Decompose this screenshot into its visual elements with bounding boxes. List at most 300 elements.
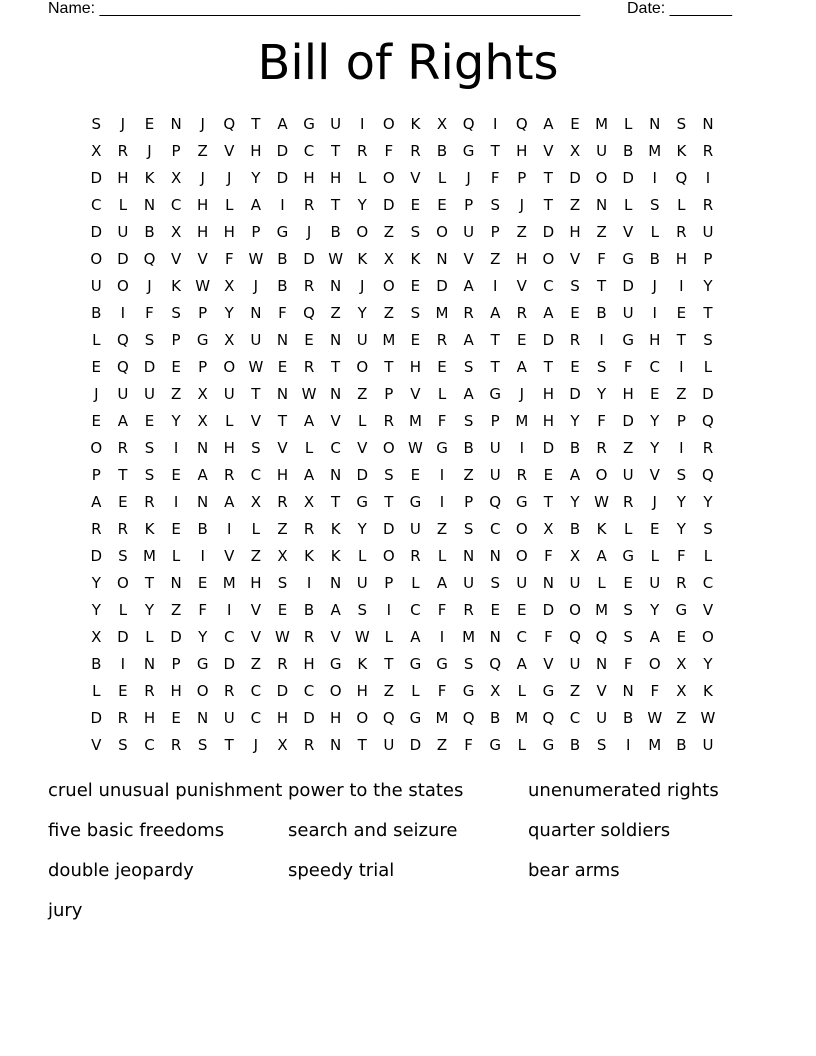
grid-letter: S [144,466,155,484]
grid-letter: U [649,574,661,592]
grid-letter: P [171,142,181,160]
grid-letter: A [224,493,235,511]
grid-letter: Q [595,628,608,646]
grid-letter: G [329,655,342,673]
grid-letter: T [676,331,686,349]
grid-letter: D [90,709,103,727]
grid-letter: F [677,547,686,565]
grid-letter: P [171,331,181,349]
grid-letter: I [679,439,684,457]
grid-letter: T [490,142,500,160]
grid-letter: N [649,115,661,133]
grid-letter: G [542,682,555,700]
grid-letter: X [676,682,687,700]
grid-letter: V [224,142,235,160]
grid-letter: A [277,115,288,133]
grid-letter: A [463,277,474,295]
grid-letter: G [489,385,502,403]
grid-letter: H [356,682,368,700]
grid-letter: B [144,223,155,241]
grid-letter: C [649,358,660,376]
grid-letter: E [517,601,527,619]
grid-letter: U [356,574,368,592]
grid-letter: U [143,385,155,403]
grid-letter: Z [170,601,182,619]
grid-letter: B [463,439,474,457]
grid-letter: C [250,466,262,484]
grid-letter: V [197,250,208,268]
grid-letter: L [437,547,447,565]
grid-letter: Z [250,655,261,673]
grid-letter: V [250,601,261,619]
grid-letter: U [250,331,262,349]
grid-letter: H [675,250,687,268]
grid-letter: D [276,682,289,700]
grid-letter: A [330,601,341,619]
grid-letter: R [303,358,315,376]
grid-letter: D [356,466,369,484]
grid-letter: S [650,196,660,214]
grid-letter: M [595,115,609,133]
grid-letter: L [118,601,128,619]
grid-letter: H [569,223,581,241]
grid-letter: G [622,547,634,565]
grid-letter: T [490,331,500,349]
grid-letter: L [411,682,420,700]
grid-letter: V [330,628,341,646]
grid-letter: I [227,601,232,619]
grid-letter: U [117,223,129,241]
grid-letter: H [516,250,528,268]
grid-letter: T [384,655,394,673]
grid-letter: L [171,547,181,565]
grid-letter: J [94,385,99,403]
grid-letter: X [250,493,261,511]
grid-letter: J [200,115,205,133]
grid-letter: Z [197,142,208,160]
grid-letter: Z [330,304,341,322]
grid-letter: S [463,520,474,538]
grid-letter: I [492,115,498,133]
grid-letter: D [622,169,634,187]
grid-letter: P [464,493,474,511]
grid-letter: X [543,520,554,538]
grid-letter: O [569,601,581,619]
grid-letter: K [410,250,421,268]
grid-letter: E [91,358,102,376]
grid-letter: P [384,574,394,592]
grid-letter: U [622,304,634,322]
grid-letter: R [676,223,687,241]
grid-letter: E [570,358,580,376]
grid-letter: N [197,709,209,727]
grid-letter: A [436,574,448,592]
grid-letter: N [622,682,634,700]
grid-letter: R [91,520,102,538]
grid-letter: T [118,466,128,484]
grid-letter: N [276,331,289,349]
word-bank-item: speedy trial [288,860,395,881]
grid-letter: Q [223,115,236,133]
grid-letter: U [409,520,421,538]
grid-letter: D [542,331,555,349]
grid-letter: U [383,736,395,754]
grid-letter: Y [357,520,367,538]
grid-letter: C [91,196,102,214]
grid-letter: Y [357,304,367,322]
grid-letter: K [171,277,181,295]
grid-letter: F [623,358,633,376]
grid-letter: I [519,439,525,457]
grid-letter: S [623,628,633,646]
grid-letter: R [676,574,687,592]
grid-letter: N [489,547,501,565]
grid-letter: E [410,331,421,349]
grid-letter: Q [542,709,555,727]
grid-letter: N [250,304,262,322]
grid-letter: G [356,493,369,511]
grid-letter: G [196,331,209,349]
grid-letter: C [170,196,182,214]
grid-letter: D [276,169,289,187]
grid-letter: F [278,304,287,322]
grid-letter: A [463,385,474,403]
grid-letter: N [197,493,209,511]
grid-letter: L [677,196,686,214]
grid-letter: X [569,547,581,565]
grid-letter: F [384,142,394,160]
grid-letter: T [543,358,553,376]
grid-letter: V [702,601,714,619]
grid-letter: Q [303,304,315,322]
grid-letter: D [622,412,634,430]
grid-letter: H [197,223,209,241]
grid-letter: S [570,277,580,295]
grid-letter: G [436,655,448,673]
grid-letter: X [170,223,182,241]
grid-letter: J [253,277,259,295]
grid-letter: O [595,169,608,187]
word-bank-item: quarter soldiers [528,820,671,841]
grid-letter: Z [436,520,448,538]
grid-letter: N [330,574,342,592]
header-row [48,0,748,20]
grid-letter: J [652,277,657,295]
grid-letter: U [463,574,475,592]
grid-letter: Y [198,628,208,646]
grid-letter: J [652,493,657,511]
grid-letter: V [569,250,581,268]
grid-letter: B [490,709,501,727]
grid-letter: I [280,196,285,214]
grid-letter: W [248,250,264,268]
grid-letter: E [118,493,128,511]
grid-letter: L [597,574,606,592]
grid-letter: B [303,601,315,619]
grid-letter: D [436,277,448,295]
grid-letter: L [437,169,447,187]
grid-letter: Y [703,493,713,511]
grid-letter: S [490,196,500,214]
grid-letter: P [517,169,527,187]
grid-letter: C [303,142,315,160]
grid-letter: J [200,169,205,187]
grid-letter: V [250,412,261,430]
grid-letter: A [117,412,129,430]
grid-letter: Z [569,682,581,700]
grid-letter: F [437,601,447,619]
grid-letter: F [198,601,207,619]
grid-letter: E [171,466,181,484]
grid-letter: Q [515,115,528,133]
grid-letter: U [569,574,581,592]
grid-letter: G [303,115,315,133]
grid-letter: V [250,628,261,646]
grid-letter: H [542,385,555,403]
grid-letter: A [543,304,554,322]
grid-letter: E [171,520,181,538]
grid-letter: H [303,169,315,187]
grid-letter: O [329,682,342,700]
grid-letter: A [303,466,315,484]
grid-letter: S [118,547,128,565]
grid-letter: R [303,736,315,754]
grid-letter: Z [170,385,182,403]
grid-letter: W [594,493,609,511]
grid-letter: R [117,142,129,160]
grid-letter: U [622,466,634,484]
grid-letter: K [330,520,341,538]
grid-letter: V [330,412,341,430]
grid-letter: R [357,142,368,160]
grid-letter: S [463,358,474,376]
grid-letter: C [250,682,262,700]
grid-letter: V [543,142,554,160]
grid-letter: E [650,385,660,403]
grid-letter: W [301,385,317,403]
grid-letter: T [331,493,341,511]
grid-letter: T [384,358,394,376]
grid-letter: G [462,682,475,700]
grid-letter: C [489,520,501,538]
grid-letter: S [171,304,181,322]
grid-letter: Y [676,493,686,511]
grid-letter: O [595,466,608,484]
grid-letter: Y [570,493,580,511]
grid-letter: Y [650,601,660,619]
grid-letter: J [147,142,152,160]
grid-letter: R [144,682,155,700]
grid-letter: L [703,358,713,376]
grid-letter: A [596,547,607,565]
grid-letter: Z [383,304,394,322]
grid-letter: Q [489,655,502,673]
grid-letter: A [490,304,501,322]
grid-letter: E [490,601,500,619]
grid-letter: N [276,385,289,403]
grid-letter: N [489,628,501,646]
grid-letter: B [569,736,581,754]
grid-letter: X [91,142,102,160]
grid-letter: Y [703,277,713,295]
grid-letter: N [595,196,608,214]
grid-letter: U [489,439,501,457]
grid-letter: D [569,169,581,187]
grid-letter: C [702,574,714,592]
grid-letter: L [623,115,633,133]
grid-letter: A [197,466,208,484]
grid-letter: J [253,736,259,754]
grid-letter: H [516,142,528,160]
grid-letter: C [410,601,421,619]
grid-letter: E [410,277,421,295]
grid-letter: X [91,628,102,646]
grid-letter: O [90,439,103,457]
word-bank-item: five basic freedoms [48,820,225,841]
grid-letter: W [354,628,370,646]
word-bank-item: search and seizure [288,820,458,841]
grid-letter: M [222,574,236,592]
grid-letter: T [277,412,288,430]
grid-letter: H [409,358,422,376]
grid-letter: F [544,547,553,565]
grid-letter: L [304,439,314,457]
grid-letter: L [92,331,101,349]
grid-letter: X [383,250,394,268]
grid-letter: B [277,250,288,268]
grid-letter: Z [277,520,288,538]
grid-letter: E [118,682,128,700]
grid-letter: L [358,169,367,187]
grid-letter: L [517,682,526,700]
grid-letter: G [462,142,475,160]
grid-letter: L [623,196,633,214]
grid-letter: X [490,682,501,700]
grid-letter: U [702,223,714,241]
grid-letter: G [409,655,422,673]
grid-letter: I [173,439,179,457]
grid-letter: R [303,520,315,538]
grid-letter: A [516,358,527,376]
grid-letter: Y [171,412,181,430]
grid-letter: Q [675,169,688,187]
grid-letter: N [170,574,182,592]
word-bank-item: power to the states [288,780,464,801]
grid-letter: R [224,682,235,700]
grid-letter: H [197,196,209,214]
grid-letter: E [676,304,687,322]
grid-letter: L [623,520,633,538]
grid-letter: D [276,142,289,160]
grid-letter: S [463,412,474,430]
grid-letter: G [542,736,555,754]
grid-letter: Y [650,439,660,457]
grid-letter: J [147,277,152,295]
grid-letter: J [306,223,312,241]
grid-letter: E [676,628,687,646]
grid-letter: T [251,385,261,403]
grid-letter: I [386,601,392,619]
word-bank-item: jury [48,900,83,921]
grid-letter: F [623,655,633,673]
grid-letter: A [569,466,581,484]
grid-letter: V [410,385,421,403]
grid-letter: R [277,493,288,511]
grid-letter: P [384,385,394,403]
grid-letter: R [516,304,528,322]
grid-letter: V [277,439,288,457]
grid-letter: S [118,736,128,754]
grid-letter: S [410,304,421,322]
grid-letter: J [519,196,525,214]
grid-letter: O [116,574,129,592]
grid-letter: L [251,520,261,538]
grid-letter: C [250,709,262,727]
grid-letter: F [145,304,154,322]
grid-letter: T [357,736,367,754]
grid-letter: X [277,736,288,754]
grid-letter: R [410,547,421,565]
grid-letter: C [224,628,235,646]
grid-letter: T [543,493,553,511]
grid-letter: B [91,304,102,322]
grid-letter: Z [490,250,501,268]
grid-letter: B [91,655,102,673]
grid-letter: E [650,520,660,538]
grid-letter: D [702,385,714,403]
grid-letter: B [623,709,634,727]
grid-letter: L [650,223,659,241]
grid-letter: D [409,736,422,754]
grid-letter: U [702,736,714,754]
grid-letter: N [702,115,714,133]
grid-letter: O [515,547,528,565]
grid-letter: J [466,169,471,187]
grid-letter: G [489,736,502,754]
grid-letter: I [492,277,498,295]
grid-letter: S [357,601,367,619]
grid-letter: G [675,601,688,619]
grid-letter: S [410,223,421,241]
grid-letter: D [223,655,236,673]
grid-letter: H [223,223,235,241]
grid-letter: N [330,277,342,295]
grid-letter: D [90,547,103,565]
grid-letter: T [384,493,394,511]
grid-letter: O [196,682,209,700]
grid-letter: U [463,223,475,241]
grid-letter: V [224,547,235,565]
grid-letter: S [384,466,394,484]
grid-letter: Z [516,223,527,241]
grid-letter: E [171,358,181,376]
grid-letter: S [251,439,261,457]
grid-letter: N [143,655,156,673]
grid-letter: D [170,628,182,646]
grid-letter: O [382,115,395,133]
grid-letter: U [223,709,235,727]
grid-letter: J [360,277,365,295]
date-field: Date: _______ [627,0,732,17]
grid-letter: T [596,277,607,295]
grid-letter: T [331,142,341,160]
grid-letter: N [436,250,448,268]
grid-letter: R [117,439,129,457]
grid-letter: U [330,115,342,133]
grid-letter: S [463,655,474,673]
grid-letter: V [357,439,368,457]
grid-letter: M [435,709,449,727]
